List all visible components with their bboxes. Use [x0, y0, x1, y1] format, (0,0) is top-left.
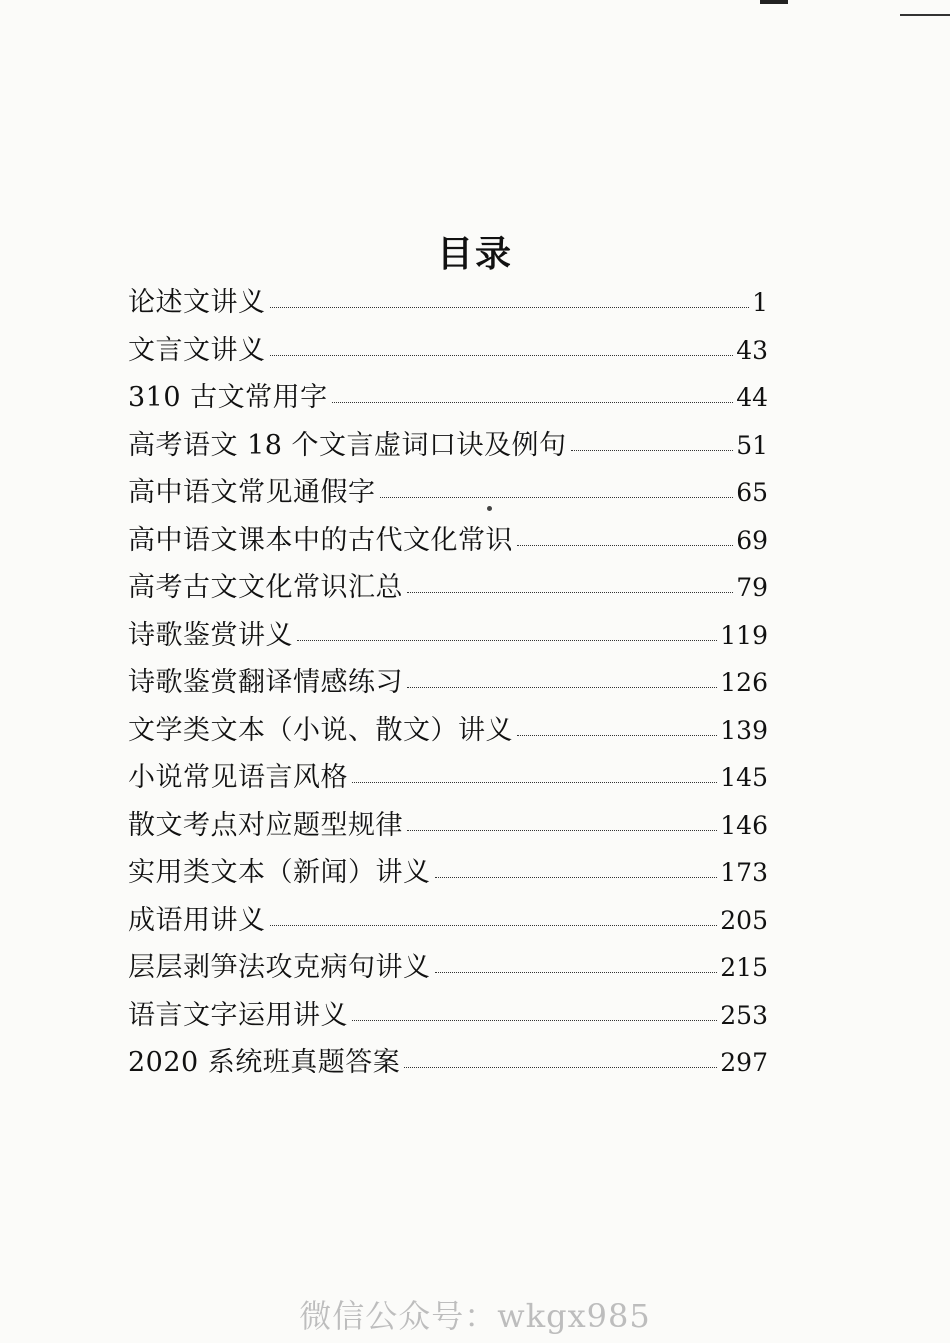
toc-leader-dots	[435, 972, 718, 973]
toc-leader-dots	[352, 782, 717, 783]
toc-entry-page: 43	[736, 335, 768, 365]
toc-entry[interactable]	[128, 1040, 768, 1088]
toc-entry[interactable]	[128, 328, 768, 376]
toc-entry-page: 205	[720, 905, 768, 935]
watermark: 微信公众号：wkgx985	[299, 1297, 651, 1335]
toc-entry[interactable]	[128, 518, 768, 566]
toc-leader-dots	[297, 640, 717, 641]
toc-entry-page: 126	[720, 668, 768, 697]
toc-entry-page: 1	[752, 288, 768, 317]
toc-entry-label: 310 古文常用字	[128, 382, 328, 413]
toc-leader-dots	[407, 687, 717, 688]
table-of-contents	[128, 280, 768, 1088]
toc-entry-label: 层层剥笋法攻克病句讲义	[128, 952, 431, 983]
toc-entry-label: 高考语文 18 个文言虚词口诀及例句	[128, 429, 567, 461]
toc-leader-dots	[270, 307, 750, 308]
toc-entry[interactable]	[128, 898, 768, 946]
toc-entry[interactable]	[128, 470, 768, 518]
toc-entry[interactable]	[128, 803, 768, 851]
toc-entry-label: 实用类文本（新闻）讲义	[128, 857, 431, 888]
toc-entry-page: 79	[736, 573, 768, 602]
toc-leader-dots	[270, 355, 734, 356]
toc-entry-page: 44	[736, 383, 768, 412]
toc-entry-label: 文言文讲义	[128, 334, 266, 366]
toc-entry[interactable]	[128, 280, 768, 328]
toc-entry-label: 高中语文常见通假字	[128, 477, 376, 508]
toc-leader-dots	[407, 830, 717, 831]
toc-entry-page: 215	[720, 953, 768, 982]
toc-entry-label: 成语用讲义	[128, 904, 266, 936]
toc-leader-dots	[571, 450, 734, 451]
toc-leader-dots	[404, 1067, 717, 1068]
toc-entry-label: 高中语文课本中的古代文化常识	[128, 524, 513, 556]
toc-entry-page: 51	[736, 430, 768, 460]
toc-entry-label: 论述文讲义	[128, 287, 266, 318]
toc-entry-page: 119	[720, 620, 768, 650]
toc-entry[interactable]	[128, 708, 768, 756]
toc-entry-label: 语言文字运用讲义	[128, 999, 348, 1031]
toc-entry-page: 65	[736, 478, 768, 507]
toc-entry[interactable]	[128, 565, 768, 613]
toc-leader-dots	[435, 877, 718, 878]
toc-entry[interactable]	[128, 423, 768, 471]
toc-entry[interactable]	[128, 850, 768, 898]
toc-entry-page: 297	[720, 1048, 768, 1077]
toc-entry-page: 139	[720, 715, 768, 745]
toc-leader-dots	[270, 925, 718, 926]
toc-entry-page: 146	[720, 810, 768, 840]
scan-edge-mark	[900, 14, 950, 16]
scan-edge-mark	[760, 0, 788, 4]
toc-entry[interactable]	[128, 660, 768, 708]
toc-leader-dots	[332, 402, 734, 403]
toc-leader-dots	[407, 592, 733, 593]
toc-leader-dots	[517, 545, 733, 546]
toc-entry-page: 145	[720, 763, 768, 792]
toc-entry-label: 散文考点对应题型规律	[128, 809, 403, 841]
toc-entry-page: 253	[720, 1000, 768, 1030]
toc-entry-label: 文学类文本（小说、散文）讲义	[128, 714, 513, 746]
toc-entry-page: 69	[736, 525, 768, 555]
page-title: 目录	[436, 233, 513, 275]
toc-entry[interactable]	[128, 375, 768, 423]
toc-entry-label: 2020 系统班真题答案	[128, 1047, 401, 1078]
toc-entry[interactable]	[128, 755, 768, 803]
toc-leader-dots	[517, 735, 717, 736]
toc-entry-label: 诗歌鉴赏讲义	[128, 619, 293, 651]
toc-entry-label: 小说常见语言风格	[128, 762, 348, 793]
toc-entry-label: 诗歌鉴赏翻译情感练习	[128, 667, 403, 698]
toc-entry[interactable]	[128, 993, 768, 1041]
toc-entry[interactable]	[128, 613, 768, 661]
toc-entry-label: 高考古文文化常识汇总	[128, 572, 403, 603]
toc-entry[interactable]	[128, 945, 768, 993]
toc-leader-dots	[380, 497, 734, 498]
toc-leader-dots	[352, 1020, 717, 1021]
toc-entry-page: 173	[720, 858, 768, 887]
